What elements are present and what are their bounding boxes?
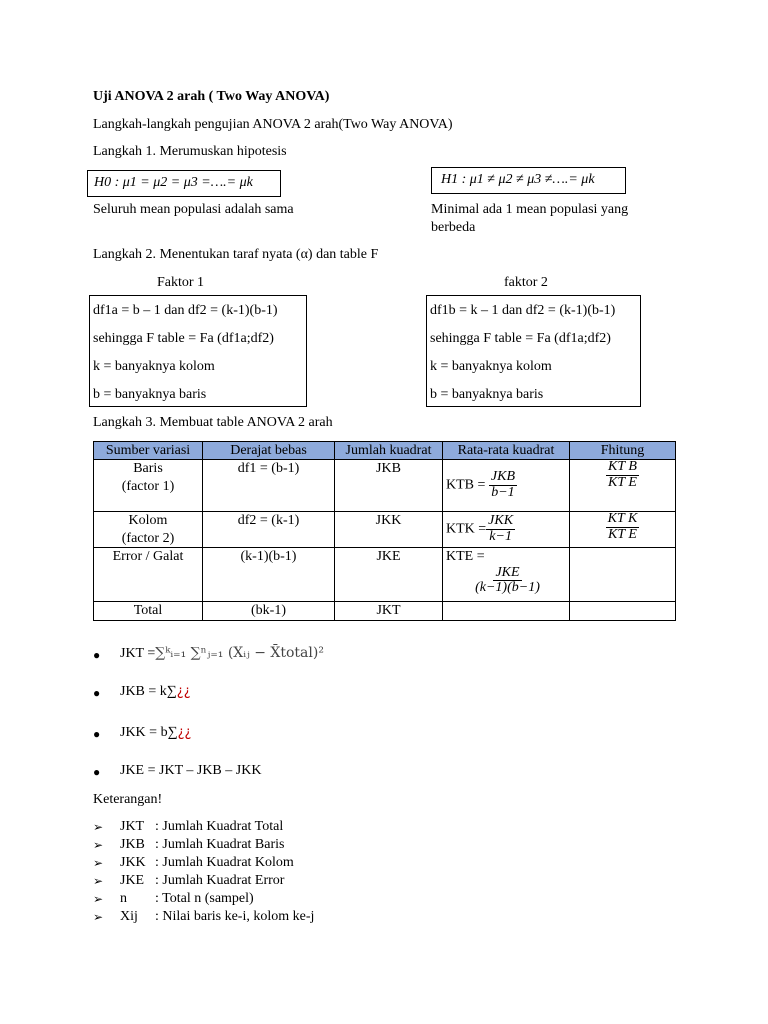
formula-name: JKK <box>120 725 146 740</box>
factor2-line: k = banyaknya kolom <box>430 359 552 374</box>
factor1-line: sehingga F table = Fa (df1a;df2) <box>93 331 274 346</box>
table-row <box>94 548 676 602</box>
arrow-bullet-icon: ➢ <box>93 856 104 870</box>
anova-table <box>93 441 676 621</box>
h1-description-line1: Minimal ada 1 mean populasi yang <box>431 202 629 217</box>
ss-cell: JKK <box>335 512 443 548</box>
factor1-line: df1a = b – 1 dan df2 = (k-1)(b-1) <box>93 303 278 318</box>
table-row <box>94 512 676 548</box>
arrow-bullet-icon: ➢ <box>93 874 104 888</box>
header-cell: Sumber variasi <box>94 442 203 460</box>
note-desc: : Nilai baris ke-i, kolom ke-j <box>155 909 315 924</box>
df-cell: (bk-1) <box>203 602 335 621</box>
source-label: Kolom <box>128 513 168 528</box>
table-row <box>94 460 676 512</box>
formula-jkk <box>120 724 191 742</box>
ms-label: KTK = <box>446 521 487 537</box>
formula-eq: = b∑ <box>149 725 178 740</box>
ms-label: KTB = <box>446 477 486 493</box>
source-cell <box>94 512 203 548</box>
note-desc: : Total n (sampel) <box>155 891 254 906</box>
table-header-row <box>94 442 676 460</box>
h0-box <box>87 170 281 197</box>
f-numerator: KT K <box>607 511 638 526</box>
header-cell: Fhitung <box>570 442 676 460</box>
note-term: JKK <box>120 855 146 870</box>
arrow-bullet-icon: ➢ <box>93 892 104 906</box>
ms-cell <box>443 460 570 512</box>
factor2-line: df1b = k – 1 dan df2 = (k-1)(b-1) <box>430 303 616 318</box>
bullet-icon: ● <box>93 765 101 779</box>
f-cell <box>570 602 676 621</box>
formula-name: JKT <box>120 646 144 661</box>
df-cell: df1 = (b-1) <box>203 460 335 512</box>
notes-heading: Keterangan! <box>93 792 163 807</box>
ms-denominator: b−1 <box>491 485 515 500</box>
arrow-bullet-icon: ➢ <box>93 910 104 924</box>
bullet-icon: ● <box>93 686 101 700</box>
ms-denominator: (k−1)(b−1) <box>475 580 540 596</box>
f-denominator: KT E <box>608 474 637 490</box>
source-sublabel: (factor 2) <box>121 530 175 546</box>
h1-description-line2: berbeda <box>431 220 476 235</box>
factor1-box <box>89 295 307 407</box>
formula-eq: = k∑ <box>148 684 177 699</box>
ms-cell <box>443 548 570 602</box>
f-cell <box>570 512 676 548</box>
arrow-bullet-icon: ➢ <box>93 838 104 852</box>
ms-fraction <box>489 470 517 500</box>
ms-cell <box>443 602 570 621</box>
ms-numerator: JKK <box>488 513 514 529</box>
df-cell: (k-1)(b-1) <box>203 548 335 602</box>
ss-cell: JKE <box>335 548 443 602</box>
ms-fraction-wrap <box>446 566 569 596</box>
formula-eq: = <box>147 646 156 661</box>
df-cell: df2 = (k-1) <box>203 512 335 548</box>
factor2-line: b = banyaknya baris <box>430 387 544 402</box>
factor1-label: Faktor 1 <box>157 275 205 290</box>
source-cell: Total <box>94 602 203 621</box>
page-title: Uji ANOVA 2 arah ( Two Way ANOVA) <box>93 89 330 104</box>
ss-cell: JKB <box>335 460 443 512</box>
ms-denominator: k−1 <box>489 529 512 544</box>
table-row <box>94 602 676 621</box>
bullet-icon: ● <box>93 727 101 741</box>
formula-eq: = JKT – JKB – JKK <box>147 763 262 778</box>
note-desc: : Jumlah Kuadrat Kolom <box>155 855 294 870</box>
note-desc: : Jumlah Kuadrat Total <box>155 819 284 834</box>
note-term: Xij <box>120 909 138 924</box>
formula-name: JKE <box>120 763 145 778</box>
ms-label: KTE = <box>446 549 485 564</box>
f-fraction <box>606 460 639 490</box>
formula-jkb <box>120 683 191 701</box>
h0-hypothesis: H0 : μ1 = μ2 = μ3 =….= μk <box>94 175 253 190</box>
ms-numerator: JKB <box>490 469 516 485</box>
step3-heading: Langkah 3. Membuat table ANOVA 2 arah <box>93 415 333 430</box>
header-cell: Rata-rata kuadrat <box>443 442 570 460</box>
step2-heading: Langkah 2. Menentukan taraf nyata (α) dan table F <box>93 247 379 262</box>
arrow-bullet-icon: ➢ <box>93 820 104 834</box>
h0-description: Seluruh mean populasi adalah sama <box>93 202 294 217</box>
note-term: JKB <box>120 837 145 852</box>
source-label: Baris <box>133 461 163 476</box>
factor2-line: sehingga F table = Fa (df1a;df2) <box>430 331 611 346</box>
formula-expr: ¿¿ <box>176 684 191 699</box>
factor1-line: k = banyaknya kolom <box>93 359 215 374</box>
ss-cell: JKT <box>335 602 443 621</box>
formula-jkt <box>120 645 324 663</box>
note-desc: : Jumlah Kuadrat Error <box>155 873 285 888</box>
f-cell <box>570 548 676 602</box>
note-desc: : Jumlah Kuadrat Baris <box>155 837 285 852</box>
f-cell <box>570 460 676 512</box>
note-term: n <box>120 891 127 906</box>
f-fraction <box>606 512 640 542</box>
formula-name: JKB <box>120 684 145 699</box>
step1-heading: Langkah 1. Merumuskan hipotesis <box>93 144 287 159</box>
f-numerator: KT B <box>608 459 637 474</box>
factor2-box <box>426 295 641 407</box>
h1-hypothesis: H1 : μ1 ≠ μ2 ≠ μ3 ≠….= μk <box>441 172 595 187</box>
factor2-label: faktor 2 <box>504 275 548 290</box>
h1-box <box>431 167 626 194</box>
formula-expr: ¿¿ <box>177 725 192 740</box>
header-cell: Derajat bebas <box>203 442 335 460</box>
source-sublabel: (factor 1) <box>121 478 175 494</box>
header-cell: Jumlah kuadrat <box>335 442 443 460</box>
note-term: JKE <box>120 873 145 888</box>
intro-text: Langkah-langkah pengujian ANOVA 2 arah(Two Way ANOVA) <box>93 117 453 132</box>
bullet-icon: ● <box>93 648 101 662</box>
source-cell: Error / Galat <box>94 548 203 602</box>
ms-fraction <box>486 514 515 544</box>
ms-fraction <box>473 566 542 596</box>
formula-jke <box>120 762 261 780</box>
formula-expr: ∑ᵏᵢ₌₁ ∑ⁿⱼ₌₁ (Xᵢⱼ − X̄total)² <box>155 645 324 661</box>
ms-cell <box>443 512 570 548</box>
source-cell <box>94 460 203 512</box>
f-denominator: KT E <box>608 526 637 542</box>
ms-numerator: JKE <box>495 564 520 580</box>
factor1-line: b = banyaknya baris <box>93 387 207 402</box>
note-term: JKT <box>120 819 145 834</box>
